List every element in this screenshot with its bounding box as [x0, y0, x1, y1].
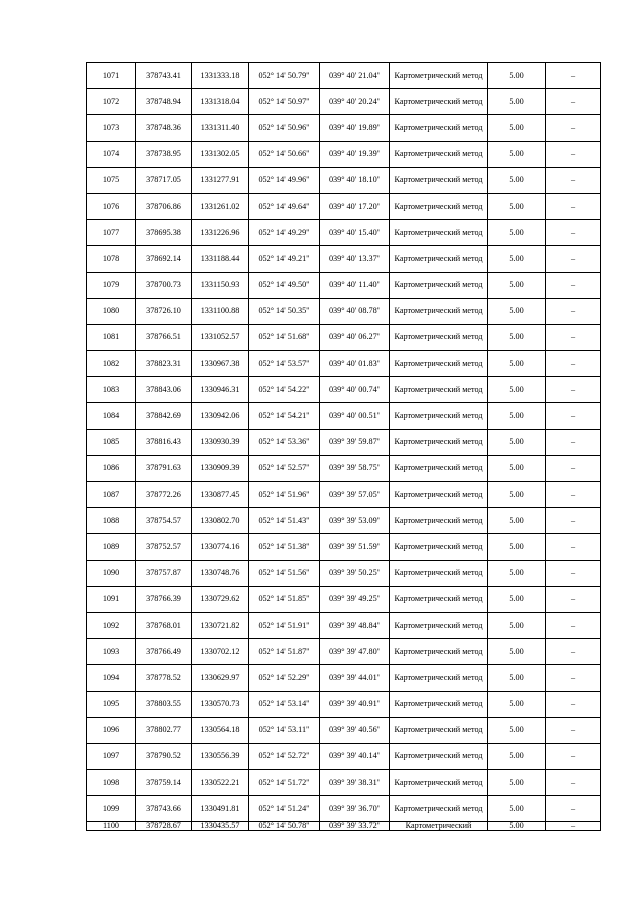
longitude-cell: 039° 39' 49.25": [320, 586, 390, 612]
table-row: [87, 586, 601, 612]
method-cell: Картометрический метод: [390, 89, 488, 115]
method-cell: Картометрический метод: [390, 482, 488, 508]
method-cell: Картометрический метод: [390, 691, 488, 717]
table-row: [87, 220, 601, 246]
x-coordinate-cell: 378803.55: [136, 691, 192, 717]
accuracy-cell: 5.00: [488, 665, 546, 691]
table-row: [87, 770, 601, 796]
y-coordinate-cell: 1330721.82: [192, 612, 249, 638]
x-coordinate-cell: 378790.52: [136, 743, 192, 769]
y-coordinate-cell: 1330748.76: [192, 560, 249, 586]
x-coordinate-cell: 378823.31: [136, 351, 192, 377]
y-coordinate-cell: 1331318.04: [192, 89, 249, 115]
x-coordinate-cell: 378766.39: [136, 586, 192, 612]
x-coordinate-cell: 378791.63: [136, 455, 192, 481]
y-coordinate-cell: 1330564.18: [192, 717, 249, 743]
point-number-cell: 1089: [87, 534, 136, 560]
note-cell: –: [546, 351, 601, 377]
longitude-cell: 039° 40' 00.74": [320, 377, 390, 403]
accuracy-cell: 5.00: [488, 115, 546, 141]
point-number-cell: 1084: [87, 403, 136, 429]
note-cell: –: [546, 665, 601, 691]
x-coordinate-cell: 378700.73: [136, 272, 192, 298]
point-number-cell: 1081: [87, 324, 136, 350]
longitude-cell: 039° 40' 17.20": [320, 193, 390, 219]
longitude-cell: 039° 39' 40.56": [320, 717, 390, 743]
point-number-cell: 1082: [87, 351, 136, 377]
method-cell: Картометрический метод: [390, 63, 488, 89]
note-cell: –: [546, 272, 601, 298]
note-cell: –: [546, 639, 601, 665]
longitude-cell: 039° 40' 20.24": [320, 89, 390, 115]
longitude-cell: 039° 40' 06.27": [320, 324, 390, 350]
y-coordinate-cell: 1331188.44: [192, 246, 249, 272]
table-row: [87, 717, 601, 743]
accuracy-cell: 5.00: [488, 89, 546, 115]
longitude-cell: 039° 39' 33.72": [320, 822, 390, 831]
accuracy-cell: 5.00: [488, 508, 546, 534]
latitude-cell: 052° 14' 49.64": [249, 193, 320, 219]
latitude-cell: 052° 14' 53.14": [249, 691, 320, 717]
point-number-cell: 1085: [87, 429, 136, 455]
note-cell: –: [546, 89, 601, 115]
x-coordinate-cell: 378843.06: [136, 377, 192, 403]
y-coordinate-cell: 1331261.02: [192, 193, 249, 219]
point-number-cell: 1087: [87, 482, 136, 508]
longitude-cell: 039° 39' 58.75": [320, 455, 390, 481]
latitude-cell: 052° 14' 49.21": [249, 246, 320, 272]
point-number-cell: 1074: [87, 141, 136, 167]
note-cell: –: [546, 377, 601, 403]
table-row: [87, 63, 601, 89]
x-coordinate-cell: 378706.86: [136, 193, 192, 219]
point-number-cell: 1071: [87, 63, 136, 89]
method-cell: Картометрический метод: [390, 298, 488, 324]
method-cell: Картометрический метод: [390, 508, 488, 534]
point-number-cell: 1098: [87, 770, 136, 796]
latitude-cell: 052° 14' 50.35": [249, 298, 320, 324]
note-cell: –: [546, 324, 601, 350]
table-row: [87, 115, 601, 141]
accuracy-cell: 5.00: [488, 482, 546, 508]
accuracy-cell: 5.00: [488, 220, 546, 246]
accuracy-cell: 5.00: [488, 429, 546, 455]
longitude-cell: 039° 40' 19.89": [320, 115, 390, 141]
longitude-cell: 039° 39' 44.01": [320, 665, 390, 691]
note-cell: –: [546, 167, 601, 193]
y-coordinate-cell: 1330491.81: [192, 796, 249, 822]
method-cell: Картометрический метод: [390, 167, 488, 193]
longitude-cell: 039° 40' 08.78": [320, 298, 390, 324]
x-coordinate-cell: 378816.43: [136, 429, 192, 455]
x-coordinate-cell: 378802.77: [136, 717, 192, 743]
point-number-cell: 1078: [87, 246, 136, 272]
longitude-cell: 039° 40' 15.40": [320, 220, 390, 246]
accuracy-cell: 5.00: [488, 167, 546, 193]
note-cell: –: [546, 63, 601, 89]
method-cell: Картометрический метод: [390, 377, 488, 403]
latitude-cell: 052° 14' 51.85": [249, 586, 320, 612]
table-row: [87, 455, 601, 481]
latitude-cell: 052° 14' 54.21": [249, 403, 320, 429]
table-row: [87, 612, 601, 638]
note-cell: –: [546, 534, 601, 560]
y-coordinate-cell: 1330967.38: [192, 351, 249, 377]
accuracy-cell: 5.00: [488, 403, 546, 429]
point-number-cell: 1100: [87, 822, 136, 831]
point-number-cell: 1092: [87, 612, 136, 638]
accuracy-cell: 5.00: [488, 272, 546, 298]
longitude-cell: 039° 39' 59.87": [320, 429, 390, 455]
latitude-cell: 052° 14' 51.72": [249, 770, 320, 796]
method-cell: Картометрический метод: [390, 717, 488, 743]
table-row: [87, 89, 601, 115]
table-row: [87, 508, 601, 534]
latitude-cell: 052° 14' 53.11": [249, 717, 320, 743]
point-number-cell: 1086: [87, 455, 136, 481]
latitude-cell: 052° 14' 50.97": [249, 89, 320, 115]
y-coordinate-cell: 1331311.40: [192, 115, 249, 141]
accuracy-cell: 5.00: [488, 770, 546, 796]
x-coordinate-cell: 378766.51: [136, 324, 192, 350]
method-cell: Картометрический метод: [390, 560, 488, 586]
table-body: [87, 63, 601, 831]
x-coordinate-cell: 378726.10: [136, 298, 192, 324]
coordinates-table: [86, 62, 601, 831]
note-cell: –: [546, 560, 601, 586]
longitude-cell: 039° 40' 18.10": [320, 167, 390, 193]
longitude-cell: 039° 40' 00.51": [320, 403, 390, 429]
latitude-cell: 052° 14' 51.68": [249, 324, 320, 350]
x-coordinate-cell: 378743.66: [136, 796, 192, 822]
x-coordinate-cell: 378748.36: [136, 115, 192, 141]
table-row: [87, 246, 601, 272]
accuracy-cell: 5.00: [488, 612, 546, 638]
longitude-cell: 039° 39' 36.70": [320, 796, 390, 822]
latitude-cell: 052° 14' 53.36": [249, 429, 320, 455]
latitude-cell: 052° 14' 51.87": [249, 639, 320, 665]
point-number-cell: 1094: [87, 665, 136, 691]
x-coordinate-cell: 378766.49: [136, 639, 192, 665]
x-coordinate-cell: 378748.94: [136, 89, 192, 115]
table-row: [87, 193, 601, 219]
method-cell: Картометрический метод: [390, 403, 488, 429]
note-cell: –: [546, 455, 601, 481]
note-cell: –: [546, 796, 601, 822]
table-row: [87, 665, 601, 691]
method-cell: Картометрический метод: [390, 141, 488, 167]
note-cell: –: [546, 508, 601, 534]
accuracy-cell: 5.00: [488, 63, 546, 89]
y-coordinate-cell: 1330522.21: [192, 770, 249, 796]
y-coordinate-cell: 1330877.45: [192, 482, 249, 508]
accuracy-cell: 5.00: [488, 455, 546, 481]
latitude-cell: 052° 14' 50.78": [249, 822, 320, 831]
point-number-cell: 1072: [87, 89, 136, 115]
latitude-cell: 052° 14' 49.50": [249, 272, 320, 298]
accuracy-cell: 5.00: [488, 639, 546, 665]
note-cell: –: [546, 770, 601, 796]
y-coordinate-cell: 1331302.05: [192, 141, 249, 167]
note-cell: –: [546, 586, 601, 612]
longitude-cell: 039° 39' 38.31": [320, 770, 390, 796]
note-cell: –: [546, 743, 601, 769]
point-number-cell: 1080: [87, 298, 136, 324]
x-coordinate-cell: 378772.26: [136, 482, 192, 508]
method-cell: Картометрический метод: [390, 429, 488, 455]
x-coordinate-cell: 378842.69: [136, 403, 192, 429]
table-row: [87, 482, 601, 508]
x-coordinate-cell: 378738.95: [136, 141, 192, 167]
x-coordinate-cell: 378768.01: [136, 612, 192, 638]
point-number-cell: 1091: [87, 586, 136, 612]
longitude-cell: 039° 39' 48.84": [320, 612, 390, 638]
y-coordinate-cell: 1330570.73: [192, 691, 249, 717]
accuracy-cell: 5.00: [488, 351, 546, 377]
latitude-cell: 052° 14' 52.57": [249, 455, 320, 481]
note-cell: –: [546, 717, 601, 743]
accuracy-cell: 5.00: [488, 691, 546, 717]
longitude-cell: 039° 39' 40.91": [320, 691, 390, 717]
point-number-cell: 1075: [87, 167, 136, 193]
table-row: [87, 534, 601, 560]
method-cell: Картометрический метод: [390, 743, 488, 769]
x-coordinate-cell: 378757.87: [136, 560, 192, 586]
method-cell: Картометрический метод: [390, 324, 488, 350]
method-cell: Картометрический метод: [390, 115, 488, 141]
table-row: [87, 377, 601, 403]
y-coordinate-cell: 1330930.39: [192, 429, 249, 455]
method-cell: Картометрический метод: [390, 220, 488, 246]
y-coordinate-cell: 1331150.93: [192, 272, 249, 298]
method-cell: Картометрический метод: [390, 534, 488, 560]
method-cell: Картометрический метод: [390, 193, 488, 219]
latitude-cell: 052° 14' 51.43": [249, 508, 320, 534]
table-row: [87, 141, 601, 167]
longitude-cell: 039° 40' 13.37": [320, 246, 390, 272]
latitude-cell: 052° 14' 49.29": [249, 220, 320, 246]
point-number-cell: 1079: [87, 272, 136, 298]
accuracy-cell: 5.00: [488, 586, 546, 612]
y-coordinate-cell: 1330909.39: [192, 455, 249, 481]
accuracy-cell: 5.00: [488, 324, 546, 350]
longitude-cell: 039° 39' 51.59": [320, 534, 390, 560]
y-coordinate-cell: 1330556.39: [192, 743, 249, 769]
method-cell: Картометрический метод: [390, 796, 488, 822]
latitude-cell: 052° 14' 52.29": [249, 665, 320, 691]
table-row: [87, 822, 601, 831]
point-number-cell: 1096: [87, 717, 136, 743]
latitude-cell: 052° 14' 53.57": [249, 351, 320, 377]
note-cell: –: [546, 822, 601, 831]
latitude-cell: 052° 14' 54.22": [249, 377, 320, 403]
table-row: [87, 403, 601, 429]
accuracy-cell: 5.00: [488, 743, 546, 769]
latitude-cell: 052° 14' 51.24": [249, 796, 320, 822]
longitude-cell: 039° 39' 57.05": [320, 482, 390, 508]
table-row: [87, 691, 601, 717]
table-row: [87, 796, 601, 822]
y-coordinate-cell: 1331052.57: [192, 324, 249, 350]
point-number-cell: 1090: [87, 560, 136, 586]
accuracy-cell: 5.00: [488, 534, 546, 560]
x-coordinate-cell: 378692.14: [136, 246, 192, 272]
method-cell: Картометрический метод: [390, 586, 488, 612]
point-number-cell: 1095: [87, 691, 136, 717]
note-cell: –: [546, 141, 601, 167]
latitude-cell: 052° 14' 52.72": [249, 743, 320, 769]
longitude-cell: 039° 40' 11.40": [320, 272, 390, 298]
x-coordinate-cell: 378759.14: [136, 770, 192, 796]
table-row: [87, 298, 601, 324]
latitude-cell: 052° 14' 50.66": [249, 141, 320, 167]
point-number-cell: 1076: [87, 193, 136, 219]
note-cell: –: [546, 115, 601, 141]
point-number-cell: 1097: [87, 743, 136, 769]
y-coordinate-cell: 1330946.31: [192, 377, 249, 403]
method-cell: Картометрический метод: [390, 770, 488, 796]
table-row: [87, 429, 601, 455]
latitude-cell: 052° 14' 51.96": [249, 482, 320, 508]
note-cell: –: [546, 298, 601, 324]
note-cell: –: [546, 246, 601, 272]
point-number-cell: 1073: [87, 115, 136, 141]
x-coordinate-cell: 378728.67: [136, 822, 192, 831]
table-row: [87, 743, 601, 769]
table-row: [87, 272, 601, 298]
method-cell: Картометрический метод: [390, 612, 488, 638]
y-coordinate-cell: 1331277.91: [192, 167, 249, 193]
point-number-cell: 1099: [87, 796, 136, 822]
x-coordinate-cell: 378717.05: [136, 167, 192, 193]
accuracy-cell: 5.00: [488, 560, 546, 586]
y-coordinate-cell: 1330942.06: [192, 403, 249, 429]
method-cell: Картометрический метод: [390, 665, 488, 691]
longitude-cell: 039° 40' 21.04": [320, 63, 390, 89]
note-cell: –: [546, 193, 601, 219]
x-coordinate-cell: 378754.57: [136, 508, 192, 534]
method-cell: Картометрический метод: [390, 272, 488, 298]
point-number-cell: 1093: [87, 639, 136, 665]
x-coordinate-cell: 378752.57: [136, 534, 192, 560]
longitude-cell: 039° 39' 47.80": [320, 639, 390, 665]
y-coordinate-cell: 1330729.62: [192, 586, 249, 612]
longitude-cell: 039° 39' 50.25": [320, 560, 390, 586]
latitude-cell: 052° 14' 51.56": [249, 560, 320, 586]
table-row: [87, 351, 601, 377]
x-coordinate-cell: 378778.52: [136, 665, 192, 691]
table-row: [87, 560, 601, 586]
table-row: [87, 324, 601, 350]
accuracy-cell: 5.00: [488, 717, 546, 743]
longitude-cell: 039° 40' 19.39": [320, 141, 390, 167]
note-cell: –: [546, 482, 601, 508]
method-cell: Картометрический метод: [390, 351, 488, 377]
latitude-cell: 052° 14' 49.96": [249, 167, 320, 193]
method-cell: Картометрический метод: [390, 246, 488, 272]
x-coordinate-cell: 378743.41: [136, 63, 192, 89]
y-coordinate-cell: 1330702.12: [192, 639, 249, 665]
accuracy-cell: 5.00: [488, 796, 546, 822]
point-number-cell: 1088: [87, 508, 136, 534]
latitude-cell: 052° 14' 51.38": [249, 534, 320, 560]
latitude-cell: 052° 14' 51.91": [249, 612, 320, 638]
note-cell: –: [546, 691, 601, 717]
accuracy-cell: 5.00: [488, 246, 546, 272]
y-coordinate-cell: 1331226.96: [192, 220, 249, 246]
table-row: [87, 639, 601, 665]
table-row: [87, 167, 601, 193]
accuracy-cell: 5.00: [488, 822, 546, 831]
point-number-cell: 1083: [87, 377, 136, 403]
note-cell: –: [546, 612, 601, 638]
note-cell: –: [546, 220, 601, 246]
note-cell: –: [546, 403, 601, 429]
point-number-cell: 1077: [87, 220, 136, 246]
y-coordinate-cell: 1330435.57: [192, 822, 249, 831]
longitude-cell: 039° 39' 40.14": [320, 743, 390, 769]
y-coordinate-cell: 1331333.18: [192, 63, 249, 89]
accuracy-cell: 5.00: [488, 377, 546, 403]
method-cell: Картометрический: [390, 822, 488, 831]
accuracy-cell: 5.00: [488, 193, 546, 219]
y-coordinate-cell: 1330629.97: [192, 665, 249, 691]
method-cell: Картометрический метод: [390, 639, 488, 665]
x-coordinate-cell: 378695.38: [136, 220, 192, 246]
accuracy-cell: 5.00: [488, 141, 546, 167]
longitude-cell: 039° 39' 53.09": [320, 508, 390, 534]
latitude-cell: 052° 14' 50.79": [249, 63, 320, 89]
longitude-cell: 039° 40' 01.83": [320, 351, 390, 377]
y-coordinate-cell: 1330774.16: [192, 534, 249, 560]
accuracy-cell: 5.00: [488, 298, 546, 324]
latitude-cell: 052° 14' 50.96": [249, 115, 320, 141]
note-cell: –: [546, 429, 601, 455]
method-cell: Картометрический метод: [390, 455, 488, 481]
y-coordinate-cell: 1331100.88: [192, 298, 249, 324]
y-coordinate-cell: 1330802.70: [192, 508, 249, 534]
